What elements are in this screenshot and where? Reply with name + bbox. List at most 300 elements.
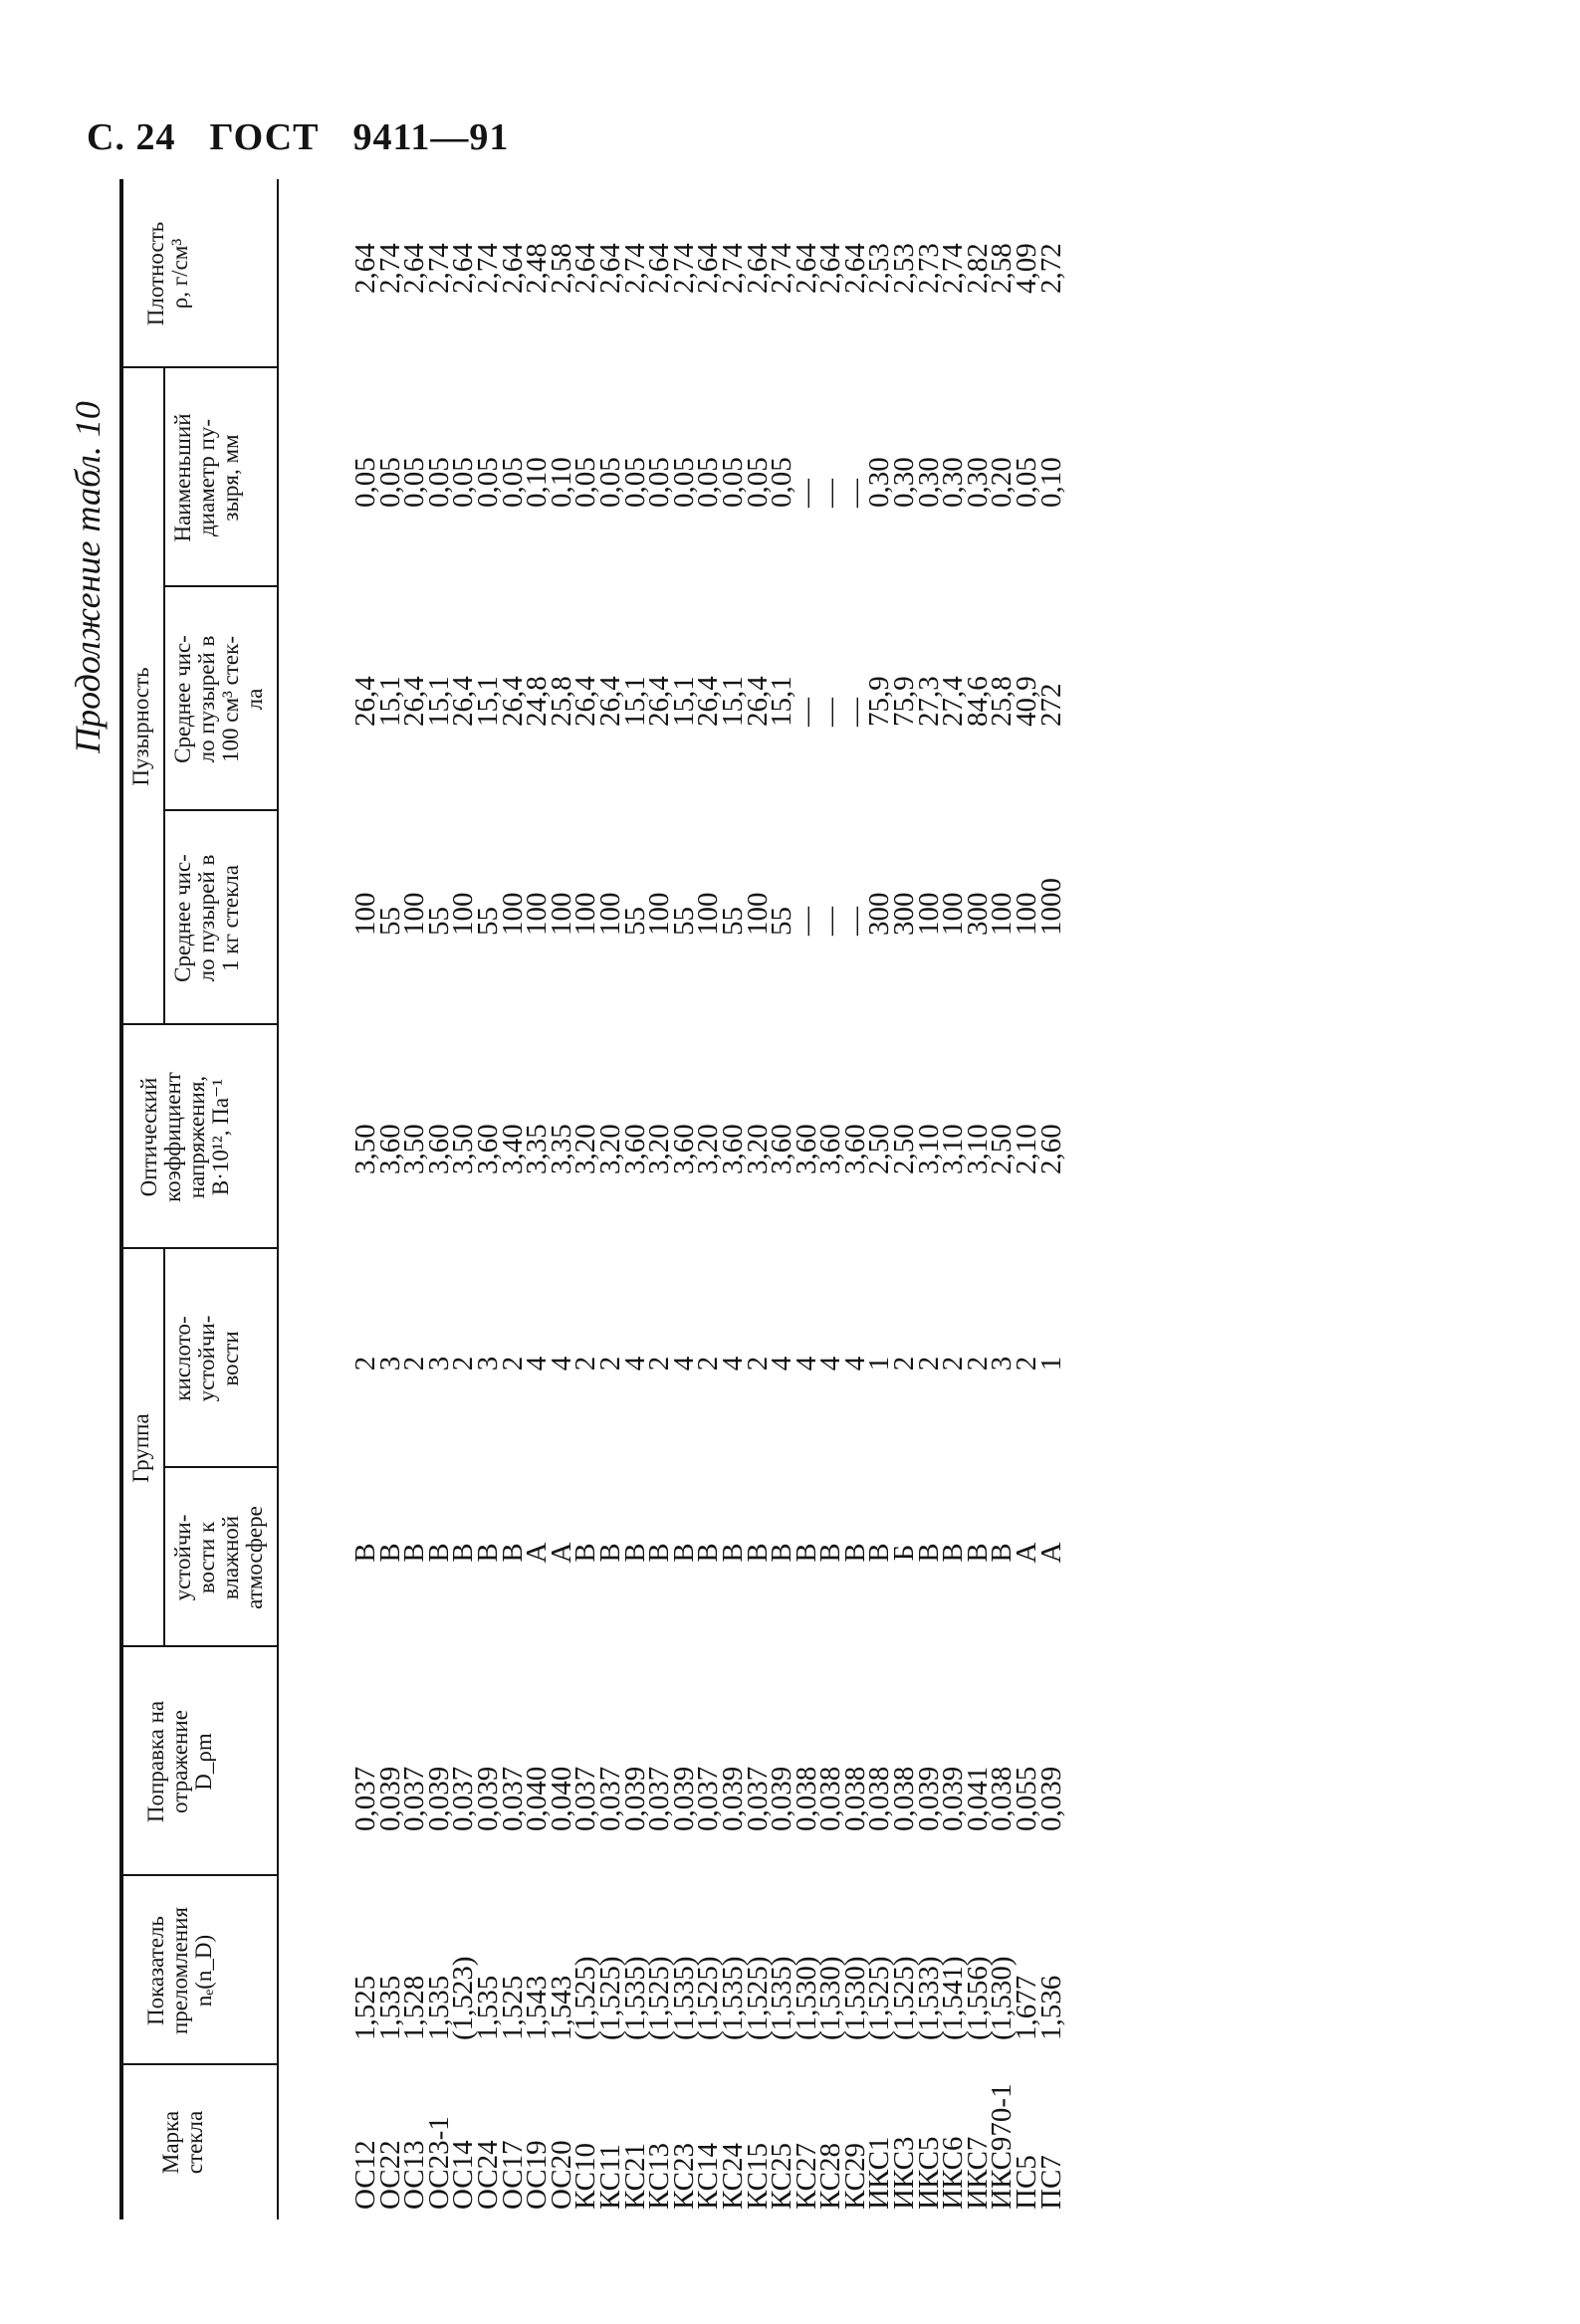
col-divider [119, 2063, 277, 2065]
table-cell-n: (1,525) [863, 1956, 896, 2040]
table-cell-d: 0,039 [716, 1766, 749, 1831]
table-cell-b: 2,50 [863, 1124, 896, 1174]
column-density [349, 184, 1067, 294]
table-cell-grade: ИКС1 [863, 2136, 896, 2210]
table-cell-pkg: — [838, 907, 871, 936]
table-cell-n: 1,525 [496, 1975, 529, 2040]
table-cell-rho: 2,74 [422, 243, 455, 294]
table-cell-grade: КС23 [667, 2143, 700, 2210]
table-cell-acid: 4 [838, 1356, 871, 1372]
table-cell-b: 3,50 [349, 1124, 381, 1174]
table-cell-pkg: 100 [1011, 892, 1043, 936]
table-cell-acid: 2 [349, 1356, 381, 1372]
table-continuation-label: Продолжение табл. 10 [68, 401, 108, 753]
table-cell-d: 0,038 [838, 1766, 871, 1831]
table-cell-rho: 2,74 [618, 243, 651, 294]
table-cell-pcm: 272 [1034, 683, 1067, 727]
table-cell-b: 3,60 [471, 1124, 504, 1174]
table-cell-pcm: 25,8 [545, 676, 577, 727]
table-cell-b: 3,60 [814, 1124, 847, 1174]
table-cell-hum: В [912, 1543, 945, 1563]
table-cell-acid: 3 [422, 1356, 455, 1372]
table-cell-d: 0,038 [863, 1766, 896, 1831]
table-cell-n: 1,535 [471, 1975, 504, 2040]
table-cell-rho: 2,53 [888, 243, 921, 294]
table-cell-hum: В [814, 1543, 847, 1563]
table-cell-d: 0,038 [888, 1766, 921, 1831]
table-cell-hum: А [1034, 1542, 1067, 1564]
table-cell-hum: В [863, 1543, 896, 1563]
table-cell-acid: 2 [496, 1356, 529, 1372]
table-cell-b: 3,10 [961, 1124, 994, 1174]
table-cell-grade: ОС20 [545, 2140, 577, 2210]
table-cell-hum: В [471, 1543, 504, 1563]
table-cell-grade: КС13 [643, 2143, 676, 2210]
table-cell-n: (1,535) [716, 1956, 749, 2040]
table-cell-acid: 2 [447, 1356, 480, 1372]
table-cell-pkg: — [814, 907, 847, 936]
table-cell-rho: 2,74 [766, 243, 798, 294]
table-cell-pcm: 15,1 [618, 676, 651, 727]
table-cell-d: 0,037 [741, 1766, 774, 1831]
table-cell-hum: В [618, 1543, 651, 1563]
table-cell-n: 1,536 [1034, 1975, 1067, 2040]
table-cell-hum: В [373, 1543, 406, 1563]
table-cell-grade: ОС24 [471, 2140, 504, 2210]
table-cell-n: 1,535 [422, 1975, 455, 2040]
table-cell-b: 3,60 [667, 1124, 700, 1174]
table-cell-grade: КС25 [766, 2143, 798, 2210]
table-cell-pkg: 300 [961, 892, 994, 936]
table-cell-acid: 4 [667, 1356, 700, 1372]
header-refractive-index: Показатель преломления nₑ(n_D) [143, 1907, 216, 2034]
table-cell-pcm: 15,1 [471, 676, 504, 727]
table-cell-grade: КС29 [838, 2143, 871, 2210]
table-cell-grade: ИКС6 [937, 2136, 970, 2210]
header-min-diameter: Наименьший диаметр пу- зыря, мм [170, 413, 243, 542]
table-cell-grade: КС11 [593, 2144, 626, 2210]
table-cell-hum: В [790, 1543, 822, 1563]
table-cell-d: 0,037 [496, 1766, 529, 1831]
table-cell-rho: 2,64 [496, 243, 529, 294]
table-cell-grade: ОС19 [521, 2140, 554, 2210]
table-cell-b: 3,20 [569, 1124, 602, 1174]
table-cell-pkg: 100 [545, 892, 577, 936]
table-cell-dia: 0,05 [496, 457, 529, 508]
table-cell-pkg: 100 [986, 892, 1018, 936]
table-cell-pcm: 40,9 [1011, 676, 1043, 727]
table-cell-pcm: 25,8 [986, 676, 1018, 727]
table-cell-pcm: 15,1 [766, 676, 798, 727]
table-cell-d: 0,055 [1011, 1766, 1043, 1831]
table-cell-d: 0,039 [422, 1766, 455, 1831]
table-cell-d: 0,040 [545, 1766, 577, 1831]
table-cell-acid: 2 [888, 1356, 921, 1372]
table-cell-pcm: 26,4 [692, 676, 725, 727]
table-cell-grade: ИКС3 [888, 2136, 921, 2210]
table-cell-rho: 2,64 [741, 243, 774, 294]
table-cell-pkg: 100 [912, 892, 945, 936]
table-cell-d: 0,038 [814, 1766, 847, 1831]
table-cell-hum: В [496, 1543, 529, 1563]
table-cell-grade: ИКС970-1 [986, 2083, 1018, 2210]
page-header [66, 72, 543, 159]
table-cell-rho: 2,64 [349, 243, 381, 294]
table-cell-rho: 2,64 [790, 243, 822, 294]
table-cell-grade: ПС7 [1034, 2155, 1067, 2210]
table-cell-acid: 3 [471, 1356, 504, 1372]
table-cell-pcm: — [814, 698, 847, 727]
table-cell-pcm: 24,8 [521, 676, 554, 727]
table-cell-acid: 4 [716, 1356, 749, 1372]
table-cell-pkg: 100 [569, 892, 602, 936]
table-cell-grade: КС10 [569, 2143, 602, 2210]
group-subheader-rule [163, 1249, 165, 1647]
table-cell-dia: — [814, 479, 847, 508]
table-cell-acid: 2 [398, 1356, 431, 1372]
table-cell-rho: 2,48 [521, 243, 554, 294]
table-cell-acid: 1 [1034, 1356, 1067, 1372]
table-cell-rho: 2,64 [593, 243, 626, 294]
table-cell-pkg: 100 [447, 892, 480, 936]
table-cell-rho: 2,74 [937, 243, 970, 294]
column-bubbles-per-kg [349, 826, 1067, 936]
table-cell-acid: 3 [986, 1356, 1018, 1372]
table-cell-acid: 2 [569, 1356, 602, 1372]
table-cell-acid: 4 [521, 1356, 554, 1372]
table-cell-b: 3,40 [496, 1124, 529, 1174]
table-cell-pcm: 26,4 [447, 676, 480, 727]
table-cell-d: 0,039 [1034, 1766, 1067, 1831]
table-cell-acid: 2 [593, 1356, 626, 1372]
table-top-rule [119, 179, 123, 2219]
table-cell-n: (1,535) [766, 1956, 798, 2040]
table-cell-rho: 2,74 [373, 243, 406, 294]
table-cell-pkg: 300 [863, 892, 896, 936]
table-cell-dia: 0,10 [1034, 457, 1067, 508]
table-cell-grade: КС28 [814, 2143, 847, 2210]
table-cell-n: (1,525) [643, 1956, 676, 2040]
table-cell-grade: ИКС7 [961, 2136, 994, 2210]
table-cell-n: (1,525) [741, 1956, 774, 2040]
col-divider [119, 1247, 277, 1249]
table-cell-b: 3,10 [937, 1124, 970, 1174]
header-humidity: устойчи- вости к влажной атмосфере [170, 1506, 267, 1609]
table-cell-rho: 2,58 [986, 243, 1018, 294]
header-bubbles-per-100cm3: Среднее чис- ло пузырей в 100 см³ стек- ла [170, 635, 267, 763]
table-cell-b: 3,50 [398, 1124, 431, 1174]
table-cell-d: 0,041 [961, 1766, 994, 1831]
table-cell-dia: 0,05 [766, 457, 798, 508]
standard-number: 9411—91 [352, 116, 510, 158]
table-cell-grade: КС15 [741, 2143, 774, 2210]
table-cell-d: 0,038 [986, 1766, 1018, 1831]
table-cell-pkg: 55 [373, 907, 406, 936]
col-divider [163, 1466, 277, 1468]
table-cell-n: (1,530) [790, 1956, 822, 2040]
table-cell-rho: 2,53 [863, 243, 896, 294]
col-divider [119, 1874, 277, 1876]
table-cell-d: 0,039 [912, 1766, 945, 1831]
table-cell-pcm: 26,4 [643, 676, 676, 727]
table-cell-rho: 2,64 [838, 243, 871, 294]
table-cell-grade: КС27 [790, 2143, 822, 2210]
table-cell-n: (1,525) [593, 1956, 626, 2040]
table-cell-dia: 0,10 [545, 457, 577, 508]
table-cell-hum: В [569, 1543, 602, 1563]
table-cell-pcm: 75,9 [888, 676, 921, 727]
table-cell-b: 3,60 [716, 1124, 749, 1174]
table-cell-d: 0,039 [766, 1766, 798, 1831]
table-cell-pcm: 84,6 [961, 676, 994, 727]
table-cell-dia: 0,30 [937, 457, 970, 508]
col-divider [119, 1645, 277, 1647]
table-cell-hum: В [643, 1543, 676, 1563]
table-cell-pcm: 26,4 [496, 676, 529, 727]
table-cell-b: 3,60 [838, 1124, 871, 1174]
table-cell-d: 0,039 [373, 1766, 406, 1831]
table-cell-pkg: 55 [716, 907, 749, 936]
table-cell-b: 3,20 [643, 1124, 676, 1174]
table-cell-dia: 0,05 [692, 457, 725, 508]
table-cell-dia: 0,30 [961, 457, 994, 508]
table-cell-pkg: 100 [593, 892, 626, 936]
table-cell-d: 0,037 [593, 1766, 626, 1831]
header-grade: Марка стекла [158, 2110, 207, 2175]
table-cell-pkg: 300 [888, 892, 921, 936]
table-cell-n: 1,543 [545, 1975, 577, 2040]
table-cell-d: 0,037 [398, 1766, 431, 1831]
column-min-diameter [349, 398, 1067, 508]
table-cell-pcm: 75,9 [863, 676, 896, 727]
col-divider [119, 1023, 277, 1025]
page-number: С. 24 [87, 116, 176, 158]
table-cell-b: 2,60 [1034, 1124, 1067, 1174]
table-cell-d: 0,039 [667, 1766, 700, 1831]
table-cell-rho: 2,73 [912, 243, 945, 294]
header-acid: кислото- устойчи- вости [170, 1315, 243, 1402]
table-cell-dia: 0,30 [912, 457, 945, 508]
header-bottom-rule [277, 179, 279, 2219]
column-grade [349, 2065, 1067, 2210]
table-cell-hum: Б [888, 1544, 921, 1562]
table-cell-n: 1,528 [398, 1975, 431, 2040]
table-cell-pcm: 26,4 [398, 676, 431, 727]
table-cell-rho: 2,74 [716, 243, 749, 294]
column-bubbles-per-100cm3 [349, 617, 1067, 727]
table-cell-rho: 2,74 [667, 243, 700, 294]
table-cell-acid: 1 [863, 1356, 896, 1372]
table-cell-pkg: 100 [937, 892, 970, 936]
table-cell-b: 3,10 [912, 1124, 945, 1174]
header-density: Плотность ρ, г/см³ [143, 221, 192, 326]
table-cell-d: 0,040 [521, 1766, 554, 1831]
table-cell-d: 0,037 [643, 1766, 676, 1831]
table-cell-b: 3,20 [593, 1124, 626, 1174]
table-cell-rho: 2,64 [569, 243, 602, 294]
table-cell-hum: В [692, 1543, 725, 1563]
table-cell-n: 1,677 [1011, 1975, 1043, 2040]
table-cell-dia: 0,05 [593, 457, 626, 508]
header-group: Группа [128, 1413, 153, 1483]
table-cell-pkg: 55 [766, 907, 798, 936]
table-cell-pcm: 26,4 [569, 676, 602, 727]
table-cell-pkg: 55 [471, 907, 504, 936]
table-cell-d: 0,038 [790, 1766, 822, 1831]
properties-table [119, 179, 1454, 2219]
table-cell-grade: ОС22 [373, 2140, 406, 2210]
table-cell-pcm: — [790, 698, 822, 727]
table-cell-pkg: 1000 [1034, 878, 1067, 936]
column-reflection-correction [349, 1682, 1067, 1831]
table-cell-n: (1,541) [937, 1956, 970, 2040]
table-cell-grade: ОС12 [349, 2140, 381, 2210]
table-cell-hum: В [716, 1543, 749, 1563]
table-cell-pkg: 100 [349, 892, 381, 936]
col-divider [163, 585, 277, 587]
table-cell-pkg: — [790, 907, 822, 936]
table-cell-hum: В [447, 1543, 480, 1563]
table-cell-b: 3,20 [692, 1124, 725, 1174]
table-cell-dia: 0,05 [643, 457, 676, 508]
table-cell-dia: 0,05 [447, 457, 480, 508]
column-refractive-index [349, 1891, 1067, 2040]
table-cell-d: 0,037 [692, 1766, 725, 1831]
table-cell-b: 3,60 [422, 1124, 455, 1174]
table-cell-grade: КС21 [618, 2143, 651, 2210]
table-cell-b: 3,35 [521, 1124, 554, 1174]
table-cell-acid: 4 [545, 1356, 577, 1372]
table-cell-acid: 3 [373, 1356, 406, 1372]
table-cell-hum: В [937, 1543, 970, 1563]
table-cell-rho: 4,09 [1011, 243, 1043, 294]
table-cell-acid: 2 [643, 1356, 676, 1372]
table-cell-pkg: 55 [667, 907, 700, 936]
header-stress-optical: Оптический коэффициент напряжения, B·10¹², Па⁻¹ [136, 1072, 233, 1202]
table-cell-rho: 2,64 [814, 243, 847, 294]
table-cell-dia: 0,05 [471, 457, 504, 508]
table-cell-pkg: 100 [496, 892, 529, 936]
table-cell-hum: В [667, 1543, 700, 1563]
table-cell-b: 3,20 [741, 1124, 774, 1174]
table-cell-pcm: 26,4 [349, 676, 381, 727]
table-cell-n: (1,535) [618, 1956, 651, 2040]
header-bubbles: Пузырность [128, 667, 153, 786]
table-cell-pkg: 55 [422, 907, 455, 936]
table-cell-n: (1,533) [912, 1956, 945, 2040]
table-cell-hum: А [521, 1542, 554, 1564]
table-cell-hum: В [349, 1543, 381, 1563]
table-cell-dia: 0,30 [863, 457, 896, 508]
table-cell-grade: ОС14 [447, 2140, 480, 2210]
column-humidity [349, 1523, 1067, 1583]
table-cell-d: 0,039 [618, 1766, 651, 1831]
table-cell-dia: 0,05 [667, 457, 700, 508]
table-cell-hum: В [398, 1543, 431, 1563]
table-cell-hum: В [741, 1543, 774, 1563]
table-cell-grade: ИКС5 [912, 2136, 945, 2210]
table-cell-n: 1,535 [373, 1975, 406, 2040]
table-cell-hum: А [545, 1542, 577, 1564]
table-cell-rho: 2,64 [447, 243, 480, 294]
table-cell-d: 0,037 [569, 1766, 602, 1831]
table-cell-rho: 2,64 [643, 243, 676, 294]
table-cell-pcm: 15,1 [422, 676, 455, 727]
table-cell-dia: 0,05 [422, 457, 455, 508]
table-cell-b: 3,50 [447, 1124, 480, 1174]
table-cell-dia: 0,30 [888, 457, 921, 508]
table-cell-pcm: 15,1 [667, 676, 700, 727]
table-cell-d: 0,039 [471, 1766, 504, 1831]
table-cell-dia: 0,20 [986, 457, 1018, 508]
table-cell-rho: 2,82 [961, 243, 994, 294]
standard-label: ГОСТ [209, 116, 320, 158]
table-cell-acid: 4 [618, 1356, 651, 1372]
table-cell-pkg: 100 [692, 892, 725, 936]
table-cell-pkg: 100 [643, 892, 676, 936]
table-cell-pcm: 15,1 [373, 676, 406, 727]
table-cell-n: (1,530) [838, 1956, 871, 2040]
table-cell-dia: 0,05 [373, 457, 406, 508]
table-cell-pcm: 15,1 [716, 676, 749, 727]
table-cell-dia: 0,05 [741, 457, 774, 508]
table-cell-grade: ПС5 [1011, 2155, 1043, 2210]
table-cell-b: 3,60 [373, 1124, 406, 1174]
table-cell-d: 0,039 [937, 1766, 970, 1831]
table-cell-dia: 0,05 [618, 457, 651, 508]
table-cell-dia: 0,05 [1011, 457, 1043, 508]
table-cell-hum: В [766, 1543, 798, 1563]
table-cell-grade: КС14 [692, 2143, 725, 2210]
table-cell-pkg: 55 [618, 907, 651, 936]
table-cell-n: (1,525) [569, 1956, 602, 2040]
table-cell-b: 3,60 [618, 1124, 651, 1174]
table-cell-grade: ОС23-1 [422, 2116, 455, 2210]
header-reflection-correction: Поправка на отражение D_ρm [143, 1700, 216, 1823]
table-cell-rho: 2,64 [398, 243, 431, 294]
table-cell-pcm: 27,4 [937, 676, 970, 727]
table-cell-hum: В [986, 1543, 1018, 1563]
bubbles-subheader-rule [163, 368, 165, 1025]
table-cell-acid: 4 [790, 1356, 822, 1372]
table-cell-d: 0,037 [447, 1766, 480, 1831]
table-cell-acid: 4 [814, 1356, 847, 1372]
table-cell-dia: — [838, 479, 871, 508]
table-cell-n: (1,535) [667, 1956, 700, 2040]
header-bubbles-per-kg: Среднее чис- ло пузырей в 1 кг стекла [170, 854, 243, 982]
table-cell-dia: 0,05 [569, 457, 602, 508]
table-cell-hum: А [1011, 1542, 1043, 1564]
table-cell-rho: 2,64 [692, 243, 725, 294]
table-cell-n: (1,523) [447, 1956, 480, 2040]
table-cell-pkg: 100 [521, 892, 554, 936]
table-cell-n: 1,525 [349, 1975, 381, 2040]
table-cell-grade: КС24 [716, 2143, 749, 2210]
table-cell-dia: — [790, 479, 822, 508]
table-cell-n: (1,530) [814, 1956, 847, 2040]
table-cell-pcm: — [838, 698, 871, 727]
table-cell-dia: 0,05 [349, 457, 381, 508]
table-cell-hum: В [961, 1543, 994, 1563]
table-cell-b: 2,50 [986, 1124, 1018, 1174]
table-cell-n: (1,556) [961, 1956, 994, 2040]
table-cell-pcm: 27,3 [912, 676, 945, 727]
table-cell-acid: 2 [961, 1356, 994, 1372]
table-cell-pcm: 26,4 [593, 676, 626, 727]
table-cell-rho: 2,72 [1034, 243, 1067, 294]
table-cell-b: 2,10 [1011, 1124, 1043, 1174]
column-stress-optical [349, 1065, 1067, 1174]
